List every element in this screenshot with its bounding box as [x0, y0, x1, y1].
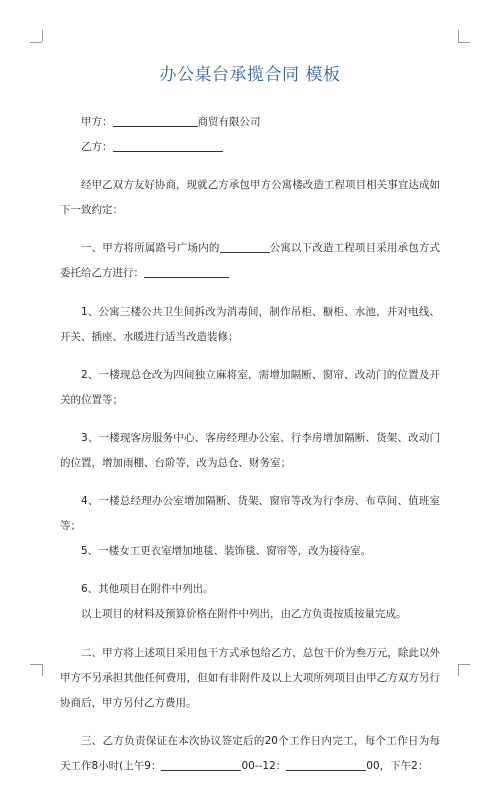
clause-3-text-c: 00，下午2：: [366, 759, 429, 772]
document-body: [60, 110, 440, 792]
intro-paragraph: 经甲乙双方友好协商，现就乙方承包甲方公寓楼改造工程项目相关事宜达成如下一致约定：: [60, 179, 440, 217]
item-1-paragraph: 1、公寓三楼公共卫生间拆改为消毒间，制作吊柜、橱柜、水池，并对电线、开关、插座、水暖进行适当改造装修；: [60, 305, 440, 343]
party-a-blank: [113, 114, 198, 127]
party-b-label: 乙方：: [81, 141, 113, 153]
item-4-paragraph: 4、一楼总经理办公室增加隔断、货架、窗帘等改为行李房、布草间、值班室等；: [60, 495, 440, 533]
clause-3-paragraph: [60, 729, 440, 779]
clause-3-blank-noon: [286, 758, 366, 771]
clause-2-paragraph: 二、甲方将上述项目采用包干方式承包给乙方，总包干价为叁万元，除此以外甲方不另承担其他任何费用，但如有非附件及以上大项所列项目由甲乙方双方另行协商后，甲方另付乙方费用。: [60, 646, 440, 709]
document-title: 办公桌台承揽合同 模板: [159, 65, 341, 85]
party-a-suffix: 商贸有限公司: [197, 116, 261, 128]
item-5-paragraph: 5、一楼女工更衣室增加地毯、装饰毯、窗帘等，改为接待室。: [81, 545, 372, 558]
item-6-paragraph: 6、其他项目在附件中列出。: [81, 583, 214, 596]
materials-paragraph: 以上项目的材料及预算价格在附件中列出，由乙方负责按质按量完成。: [81, 608, 407, 621]
clause-1-paragraph: [60, 236, 440, 286]
clause-1-blank-end: [144, 265, 229, 278]
clause-1-text-b: 公寓以下改造工程项目采用承包方式委托给乙方进行：: [60, 242, 441, 280]
clause-3-blank-morning: [161, 758, 241, 771]
party-b-blank: [113, 139, 223, 152]
party-b-line: [60, 135, 440, 160]
party-a-label: 甲方：: [81, 116, 113, 128]
clause-1-text-a: 一、甲方将所属路号广场内的: [81, 242, 220, 255]
clause-3-text-b: 00--12：: [241, 759, 287, 772]
item-2-paragraph: 2、一楼现总仓改为四间独立麻将室，需增加隔断、窗帘、改动门的位置及开关的位置等；: [60, 368, 440, 406]
party-a-line: [60, 110, 440, 135]
item-3-paragraph: 3、一楼现客房服务中心、客房经理办公室、行李房增加隔断、货架、改动门的位置，增加雨棚、台阶等，改为总仓、财务室；: [60, 431, 440, 469]
clause-1-blank-location: [220, 240, 270, 253]
clause-3-text-a: 三、乙方负责保证在本次协议签定后的20个工作日内完工，每个工作日为每天工作8小时(上午9：: [60, 734, 440, 772]
